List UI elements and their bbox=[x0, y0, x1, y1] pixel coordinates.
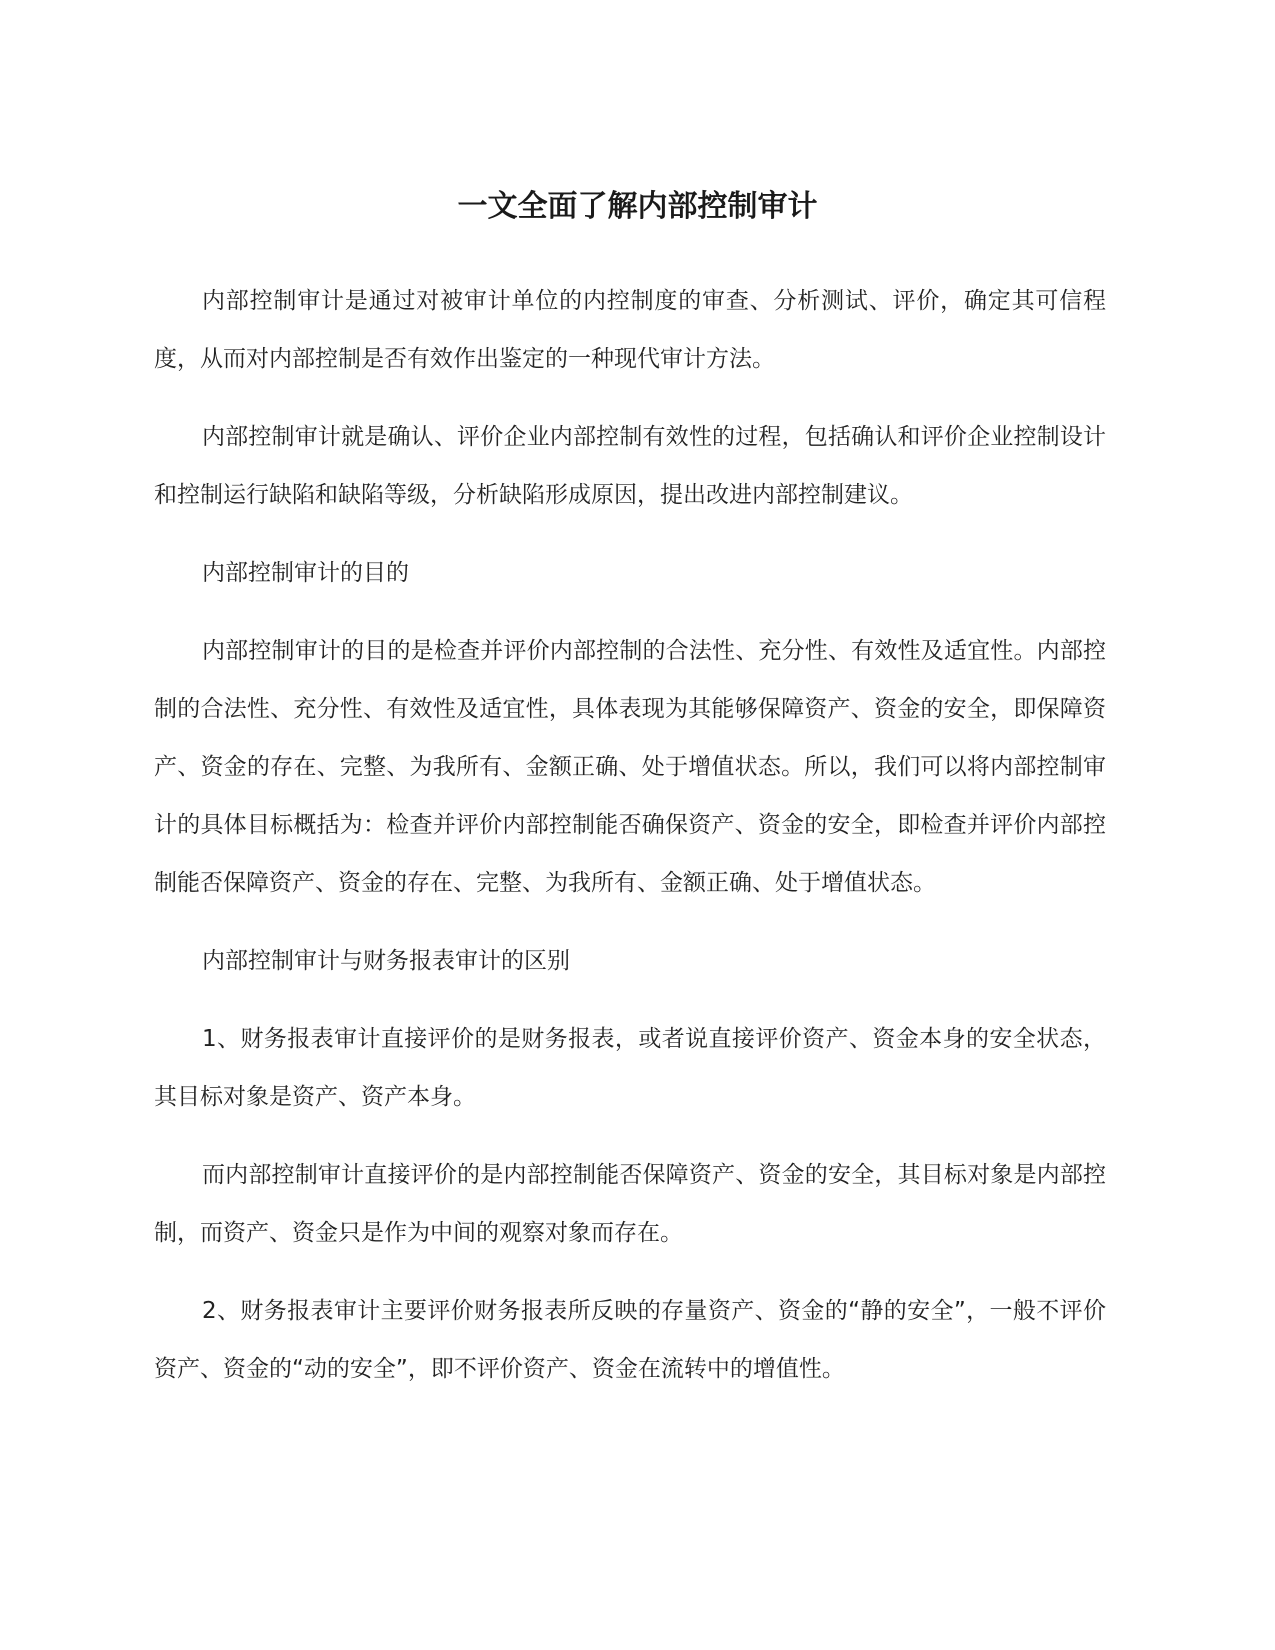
paragraph-difference-2: 2、财务报表审计主要评价财务报表所反映的存量资产、资金的“静的安全”，一般不评价资产、资金的“动的安全”，即不评价资产、资金在流转中的增值性。 bbox=[154, 1298, 1106, 1382]
paragraph-definition: 内部控制审计是通过对被审计单位的内控制度的审查、分析测试、评价，确定其可信程度，从而对内部控制是否有效作出鉴定的一种现代审计方法。 bbox=[154, 288, 1106, 372]
paragraph-process: 内部控制审计就是确认、评价企业内部控制有效性的过程，包括确认和评价企业控制设计和控制运行缺陷和缺陷等级，分析缺陷形成原因，提出改进内部控制建议。 bbox=[154, 424, 1106, 508]
document-body bbox=[154, 272, 1106, 1418]
paragraph-difference-1: 1、财务报表审计直接评价的是财务报表，或者说直接评价资产、资金本身的安全状态，其目标对象是资产、资产本身。 bbox=[154, 1026, 1106, 1110]
document-title: 一文全面了解内部控制审计 bbox=[457, 189, 818, 224]
paragraph-difference-1-contrast: 而内部控制审计直接评价的是内部控制能否保障资产、资金的安全，其目标对象是内部控制，而资产、资金只是作为中间的观察对象而存在。 bbox=[154, 1162, 1106, 1246]
section-heading-purpose: 内部控制审计的目的 bbox=[202, 560, 409, 586]
section-heading-difference: 内部控制审计与财务报表审计的区别 bbox=[202, 948, 570, 974]
paragraph-purpose: 内部控制审计的目的是检查并评价内部控制的合法性、充分性、有效性及适宜性。内部控制的合法性、充分性、有效性及适宜性，具体表现为其能够保障资产、资金的安全，即保障资产、资金的存在、完整、为我所有、金额正确、处于增值状态。所以，我们可以将内部控制审计的具体目标概括为：检查并评价内部控制能否确保资产、资金的安全，即检查并评价内部控制能否保障资产、资金的存在、完整、为我所有、金额正确、处于增值状态。 bbox=[154, 638, 1106, 896]
